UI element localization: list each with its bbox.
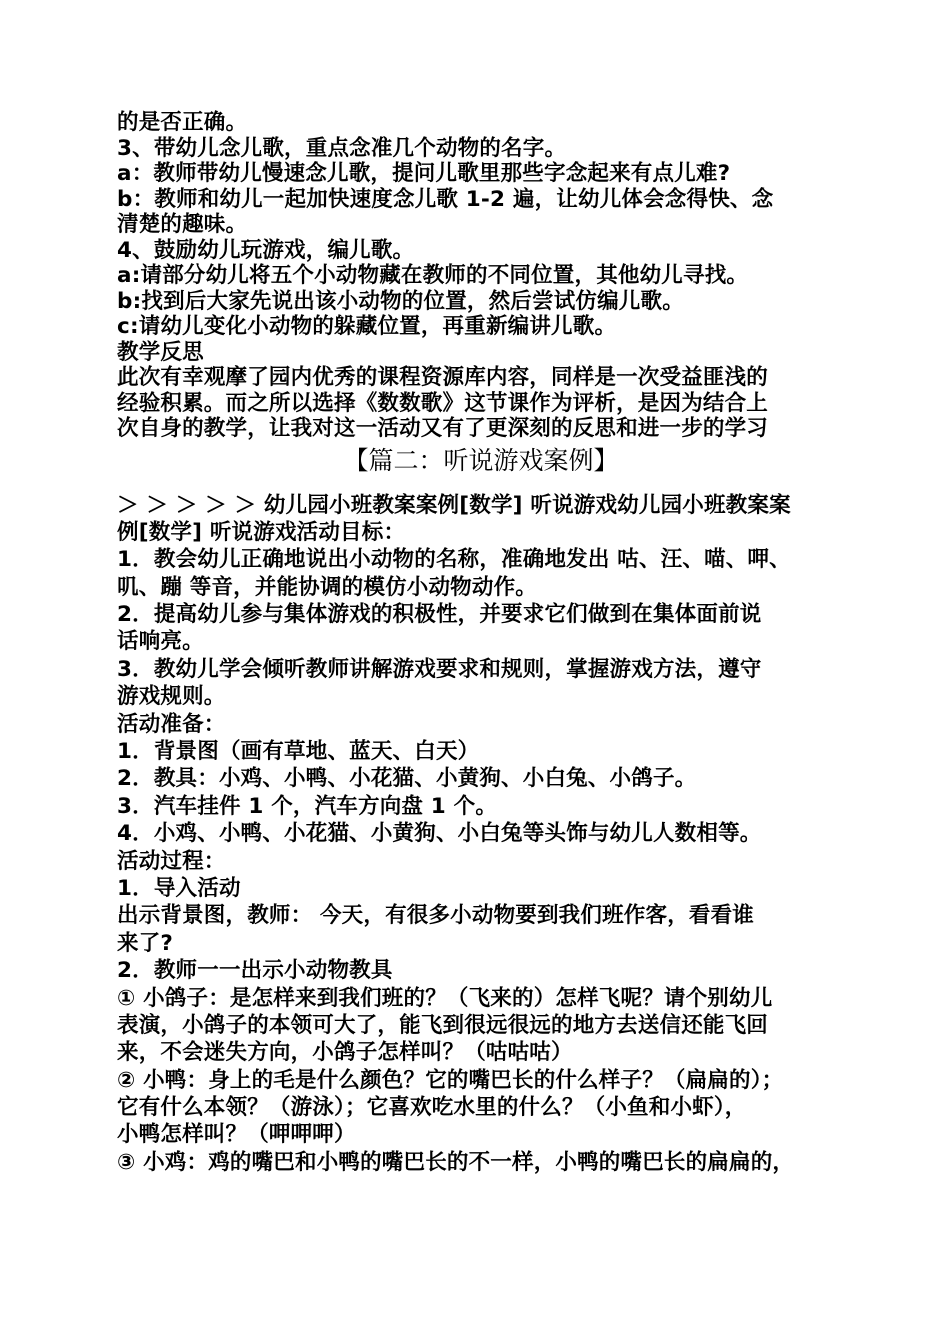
text-line: a:请部分幼儿将五个小动物藏在教师的不同位置，其他幼儿寻找。 (117, 263, 749, 288)
text-line: 3．教幼儿学会倾听教师讲解游戏要求和规则，掌握游戏方法，遵守 (117, 656, 762, 682)
text-line: 次自身的教学，让我对这一活动又有了更深刻的反思和进一步的学习 (117, 416, 769, 441)
text-line: 的是否正确。 (117, 110, 248, 135)
text-line: 1．教会幼儿正确地说出小动物的名称，准确地发出 咕、汪、喵、呷、 (117, 547, 791, 573)
text-line: 来了? (117, 930, 174, 956)
text-line: 此次有幸观摩了园内优秀的课程资源库内容，同样是一次受益匪浅的 (117, 365, 769, 390)
text-line: 叽、蹦 等音，并能协调的模仿小动物动作。 (117, 574, 537, 600)
text-line: 清楚的趣味。 (117, 212, 248, 237)
text-line: 活动过程： (117, 848, 226, 874)
text-line: 游戏规则。 (117, 684, 226, 710)
text-line: 它有什么本领？（游泳）；它喜欢吃水里的什么？（小鱼和小虾）， (117, 1095, 747, 1121)
section-heading: 【篇二：听说游戏案例】 (343, 445, 619, 475)
section-part1 (117, 110, 845, 442)
text-line: 2．教具：小鸡、小鸭、小花猫、小黄狗、小白兔、小鸽子。 (117, 766, 697, 792)
section-part2 (117, 492, 845, 1177)
text-line: 3．汽车挂件 1 个，汽车方向盘 1 个。 (117, 793, 498, 819)
text-line: 例[数学] 听说游戏活动目标： (117, 519, 406, 545)
text-line: ② 小鸭：身上的毛是什么颜色？它的嘴巴长的什么样子？（扁扁的）； (117, 1067, 784, 1093)
text-line: 2．提高幼儿参与集体游戏的积极性，并要求它们做到在集体面前说 (117, 602, 762, 628)
text-line: 表演，小鸽子的本领可大了，能飞到很远很远的地方去送信还能飞回 (117, 1012, 769, 1038)
text-line: 经验积累。而之所以选择《数数歌》这节课作为评析，是因为结合上 (117, 390, 769, 416)
text-line: c:请幼儿变化小动物的躲藏位置，再重新编讲儿歌。 (117, 314, 617, 339)
text-line: 4．小鸡、小鸭、小花猫、小黄狗、小白兔等头饰与幼儿人数相等。 (117, 821, 762, 847)
text-line: ① 小鸽子：是怎样来到我们班的？（飞来的）怎样飞呢？请个别幼儿 (117, 985, 773, 1011)
text-line: 活动准备： (117, 711, 226, 737)
text-line: 来，不会迷失方向，小鸽子怎样叫？（咕咕咕） (117, 1040, 573, 1066)
text-line: b:找到后大家先说出该小动物的位置，然后尝试仿编儿歌。 (117, 288, 684, 314)
text-line: 4、鼓励幼儿玩游戏，编儿歌。 (117, 237, 415, 263)
text-line: 教学反思 (117, 339, 204, 365)
text-line: 小鸭怎样叫？（呷呷呷） (117, 1122, 356, 1148)
text-line: 2．教师一一出示小动物教具 (117, 958, 393, 984)
text-line: 1．导入活动 (117, 875, 241, 901)
text-line: b：教师和幼儿一起加快速度念儿歌 1-2 遍，让幼儿体会念得快、念 (117, 186, 774, 212)
document-body (117, 110, 845, 1176)
text-line: 话响亮。 (117, 629, 204, 655)
text-line: 3、带幼儿念儿歌，重点念准几个动物的名字。 (117, 135, 567, 161)
text-line: 出示背景图，教师： 今天，有很多小动物要到我们班作客，看看谁 (117, 903, 754, 929)
text-line: ③ 小鸡：鸡的嘴巴和小鸭的嘴巴长的不一样，小鸭的嘴巴长的扁扁的， (117, 1149, 795, 1175)
text-line: a：教师带幼儿慢速念儿歌，提问儿歌里那些字念起来有点儿难? (117, 161, 731, 186)
text-line: ＞ ＞ ＞ ＞ ＞ 幼儿园小班教案案例[数学] 听说游戏幼儿园小班教案案 (117, 492, 791, 518)
text-line: 1．背景图（画有草地、蓝天、白天） (117, 739, 480, 765)
